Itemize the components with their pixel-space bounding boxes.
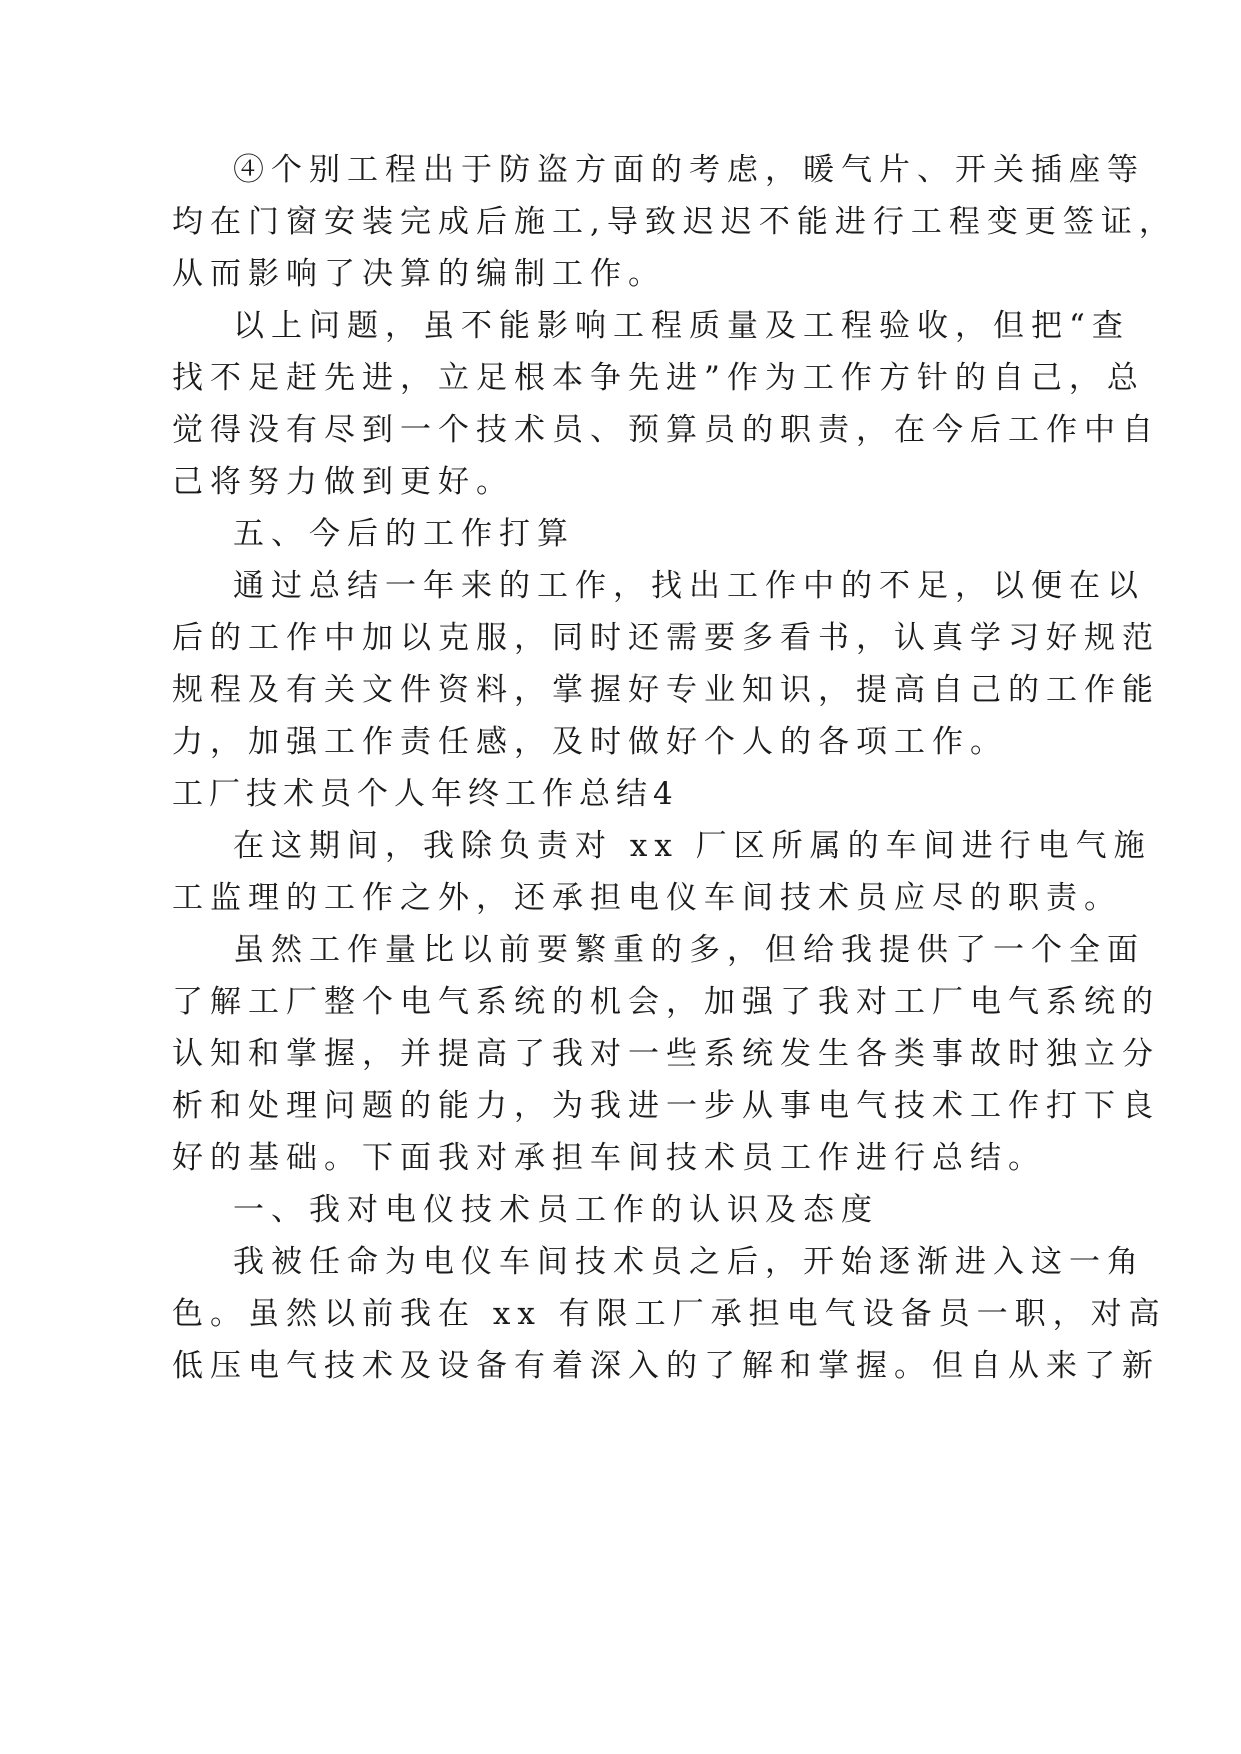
text-line: 色。虽然以前我在 xx 有限工厂承担电气设备员一职，对高 [172,1296,1167,1332]
text-line: 好的基础。下面我对承担车间技术员工作进行总结。 [172,1140,1046,1176]
text-line: 力，加强工作责任感，及时做好个人的各项工作。 [172,724,1008,760]
text-line: 了解工厂整个电气系统的机会，加强了我对工厂电气系统的 [172,984,1160,1020]
text-line: 认知和掌握，并提高了我对一些系统发生各类事故时独立分 [172,1036,1160,1072]
text-line: 觉得没有尽到一个技术员、预算员的职责，在今后工作中自 [172,412,1160,448]
text-line: 析和处理问题的能力，为我进一步从事电气技术工作打下良 [172,1088,1160,1124]
text-line: 通过总结一年来的工作，找出工作中的不足，以便在以 [233,568,1145,604]
text-line: 从而影响了决算的编制工作。 [172,256,666,292]
text-line: 找不足赶先进，立足根本争先进”作为工作方针的自己，总 [172,360,1145,396]
text-line: 虽然工作量比以前要繁重的多，但给我提供了一个全面 [233,932,1145,968]
text-line: 后的工作中加以克服，同时还需要多看书，认真学习好规范 [172,620,1160,656]
text-line: 工监理的工作之外，还承担电仪车间技术员应尽的职责。 [172,880,1122,916]
text-line: ④个别工程出于防盗方面的考虑，暖气片、开关插座等 [233,152,1145,188]
article-title: 工厂技术员个人年终工作总结4 [172,776,679,812]
text-line: 己将努力做到更好。 [172,464,514,500]
text-line: 以上问题，虽不能影响工程质量及工程验收，但把“查 [233,308,1130,344]
text-line: 在这期间，我除负责对 xx 厂区所属的车间进行电气施 [233,828,1152,864]
section-heading: 五、今后的工作打算 [233,516,575,552]
text-line: 规程及有关文件资料，掌握好专业知识，提高自己的工作能 [172,672,1160,708]
text-line: 我被任命为电仪车间技术员之后，开始逐渐进入这一角 [233,1244,1145,1280]
text-line: 低压电气技术及设备有着深入的了解和掌握。但自从来了新 [172,1348,1160,1384]
text-line: 均在门窗安装完成后施工,导致迟迟不能进行工程变更签证， [172,204,1177,240]
section-heading: 一、我对电仪技术员工作的认识及态度 [233,1192,879,1228]
